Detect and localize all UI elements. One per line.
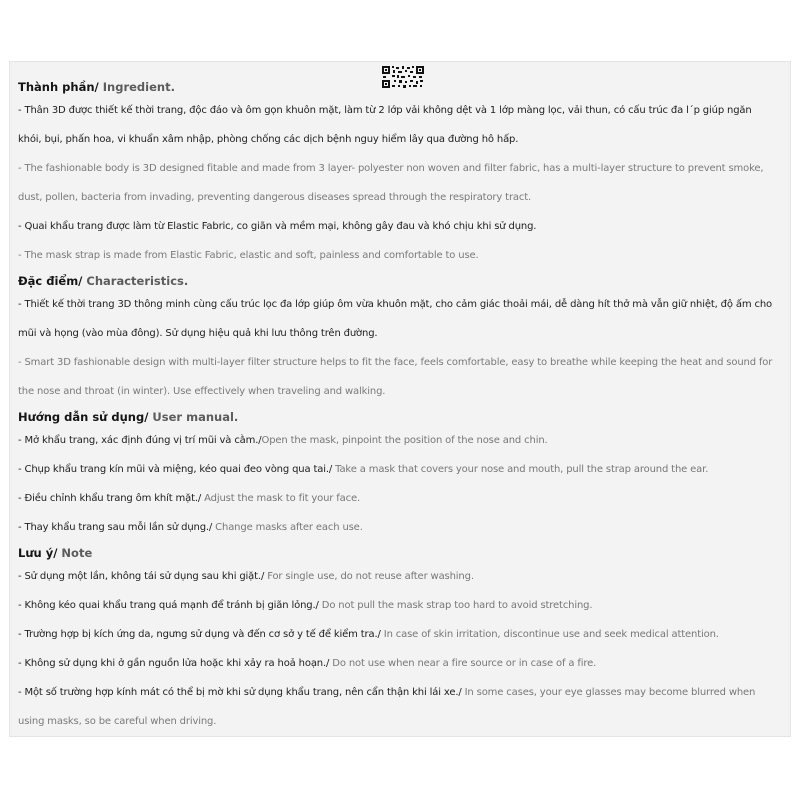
manual-step — [18, 484, 780, 513]
note-en: Do not pull the mask strap too hard to avoid stretching. — [318, 600, 593, 611]
instruction-content — [18, 68, 780, 736]
text-line: khói, bụi, phấn hoa, vi khuẩn xâm nhập, phòng chống các dịch bệnh nguy hiểm lây qua đường hô hấp. — [18, 134, 519, 145]
note-vi: - Sử dụng một lần, không tái sử dụng sau khi giặt./ — [18, 571, 265, 582]
text-line: the nose and throat (in winter). Use effectively when traveling and walking. — [18, 386, 386, 397]
heading-vi: Đặc điểm/ — [18, 274, 83, 288]
note-vi: - Không kéo quai khẩu trang quá mạnh để tránh bị giãn lỏng./ — [18, 600, 319, 611]
step-en: Adjust the mask to fit your face. — [201, 493, 361, 504]
note-item — [18, 620, 780, 649]
note-en: In case of skin irritation, discontinue use and seek medical attention. — [380, 629, 719, 640]
step-en: Open the mask, pinpoint the position of the nose and chin. — [261, 435, 548, 446]
note-vi: - Trường hợp bị kích ứng da, ngưng sử dụng và đến cơ sở y tế để kiểm tra./ — [18, 629, 381, 640]
note-en: Do not use when near a fire source or in case of a fire. — [329, 658, 597, 669]
text-line: mũi và họng (vào mùa đông). Sử dụng hiệu quả khi lưu thông trên đường. — [18, 328, 378, 339]
note-item — [18, 649, 780, 678]
heading-en: Ingredient. — [102, 80, 175, 94]
step-vi: - Mở khẩu trang, xác định đúng vị trí mũi và cằm./ — [18, 435, 262, 446]
note-vi: - Không sử dụng khi ở gần nguồn lửa hoặc khi xảy ra hoả hoạn./ — [18, 658, 330, 669]
note-vi: - Một số trường hợp kính mát có thể bị mờ khi sử dụng khẩu trang, nên cẩn thận khi lái xe./ — [18, 687, 462, 698]
note-item — [18, 591, 780, 620]
text-line: using masks, so be careful when driving. — [18, 716, 217, 727]
instruction-sheet — [10, 62, 790, 736]
section-heading-note — [18, 544, 780, 562]
note-item — [18, 678, 780, 707]
manual-step — [18, 426, 780, 455]
step-vi: - Thay khẩu trang sau mỗi lần sử dụng./ — [18, 522, 213, 533]
heading-en: Characteristics. — [86, 274, 189, 288]
heading-vi: Lưu ý/ — [18, 546, 58, 560]
step-en: Change masks after each use. — [212, 522, 363, 533]
section-heading-characteristics — [18, 272, 780, 290]
text-line: - Smart 3D fashionable design with multi-layer filter structure helps to fit the face, feels comfortable, easy to breathe while keeping the heat and sound for — [18, 357, 773, 368]
text-line: - Thiết kế thời trang 3D thông minh cùng cấu trúc lọc đa lớp giúp ôm vừa khuôn mặt, cho cảm giác thoải mái, dễ dàng hít thở mà vẫn giữ nhiệt, độ ấm cho — [18, 299, 772, 310]
manual-step — [18, 455, 780, 484]
manual-step — [18, 513, 780, 542]
heading-vi: Thành phần/ — [18, 80, 99, 94]
text-line: - Quai khẩu trang được làm từ Elastic Fabric, co giãn và mềm mại, không gây đau và khó chịu khi sử dụng. — [18, 221, 537, 232]
note-en: In some cases, your eye glasses may become blurred when — [461, 687, 756, 698]
section-heading-ingredient — [18, 78, 780, 96]
heading-en: Note — [61, 546, 93, 560]
text-line: - The fashionable body is 3D designed fitable and made from 3 layer- polyester non woven and filter fabric, has a multi-layer structure to prevent smoke, — [18, 163, 764, 174]
text-line: dust, pollen, bacteria from invading, preventing dangerous diseases spread through the respiratory tract. — [18, 192, 532, 203]
heading-en: User manual. — [152, 410, 239, 424]
step-en: Take a mask that covers your nose and mouth, pull the strap around the ear. — [332, 464, 709, 475]
section-heading-user-manual — [18, 408, 780, 426]
note-en: For single use, do not reuse after washing. — [264, 571, 474, 582]
text-line: - The mask strap is made from Elastic Fabric, elastic and soft, painless and comfortable to use. — [18, 250, 479, 261]
note-item — [18, 562, 780, 591]
step-vi: - Chụp khẩu trang kín mũi và miệng, kéo quai đeo vòng qua tai./ — [18, 464, 333, 475]
step-vi: - Điều chỉnh khẩu trang ôm khít mặt./ — [18, 493, 202, 504]
heading-vi: Hướng dẫn sử dụng/ — [18, 410, 149, 424]
text-line: - Thân 3D được thiết kế thời trang, độc đáo và ôm gọn khuôn mặt, làm từ 2 lớp vải không dệt và 1 lớp màng lọc, vải thun, có cấu trúc đa l´p giúp ngăn — [18, 105, 752, 116]
